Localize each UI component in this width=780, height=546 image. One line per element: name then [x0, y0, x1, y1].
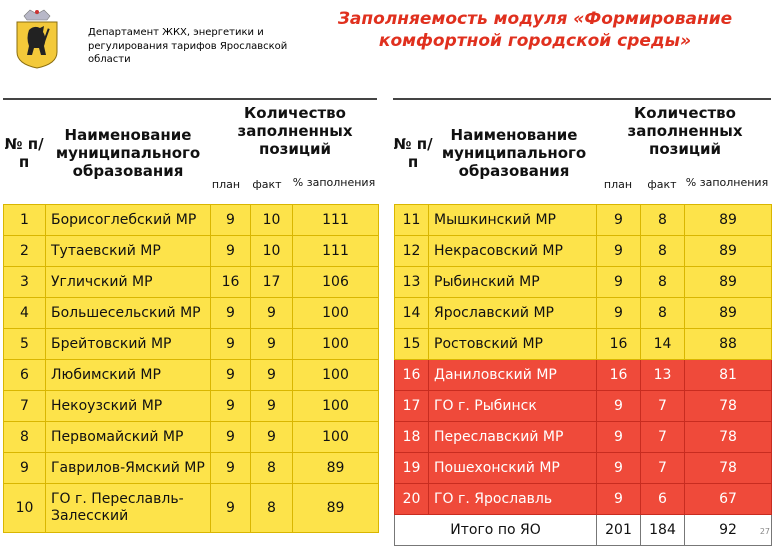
municipality-name: Некоузский МР	[46, 391, 211, 422]
row-number: 10	[4, 484, 46, 533]
table-row	[395, 453, 772, 484]
plan-value: 9	[211, 205, 251, 236]
row-number: 4	[4, 298, 46, 329]
percent-value: 78	[685, 453, 772, 484]
plan-value: 9	[597, 205, 641, 236]
municipality-name: ГО г. Рыбинск	[429, 391, 597, 422]
municipality-name: Борисоглебский МР	[46, 205, 211, 236]
municipality-name: Брейтовский МР	[46, 329, 211, 360]
municipality-name: Тутаевский МР	[46, 236, 211, 267]
municipality-name: Угличский МР	[46, 267, 211, 298]
municipality-name: Ростовский МР	[429, 329, 597, 360]
table-row	[4, 453, 379, 484]
plan-value: 9	[211, 360, 251, 391]
table-row	[4, 329, 379, 360]
percent-value: 67	[685, 484, 772, 515]
row-number: 18	[395, 422, 429, 453]
left-header-percent: % заполнения	[292, 175, 376, 189]
right-header-num: № п/п	[393, 135, 433, 171]
page-number: 27	[759, 527, 770, 536]
table-row	[4, 236, 379, 267]
right-table	[394, 204, 772, 546]
row-number: 20	[395, 484, 429, 515]
plan-value: 9	[211, 391, 251, 422]
row-number: 16	[395, 360, 429, 391]
plan-value: 9	[597, 422, 641, 453]
percent-value: 81	[685, 360, 772, 391]
percent-value: 89	[685, 267, 772, 298]
row-number: 15	[395, 329, 429, 360]
row-number: 2	[4, 236, 46, 267]
plan-value: 9	[597, 391, 641, 422]
fact-value: 6	[641, 484, 685, 515]
header-divider-right	[393, 98, 771, 100]
fact-value: 7	[641, 391, 685, 422]
municipality-name: Ярославский МР	[429, 298, 597, 329]
department-name: Департамент ЖКХ, энергетики и регулирования тарифов Ярославской области	[88, 27, 288, 65]
municipality-name: Мышкинский МР	[429, 205, 597, 236]
plan-value: 9	[211, 236, 251, 267]
plan-value: 9	[597, 298, 641, 329]
plan-value: 9	[597, 453, 641, 484]
percent-value: 89	[293, 484, 379, 533]
total-plan: 201	[597, 515, 641, 546]
table-row	[4, 267, 379, 298]
left-table	[3, 204, 379, 533]
right-header-count: Количество заполненных позиций	[627, 104, 743, 158]
total-percent: 92	[685, 515, 772, 546]
table-row	[395, 329, 772, 360]
total-label: Итого по ЯО	[395, 515, 597, 546]
total-fact: 184	[641, 515, 685, 546]
municipality-name: Рыбинский МР	[429, 267, 597, 298]
municipality-name: Переславский МР	[429, 422, 597, 453]
fact-value: 8	[641, 236, 685, 267]
table-row	[4, 391, 379, 422]
row-number: 9	[4, 453, 46, 484]
row-number: 1	[4, 205, 46, 236]
table-row	[4, 484, 379, 533]
percent-value: 100	[293, 298, 379, 329]
yaroslavl-emblem-icon	[14, 6, 60, 70]
percent-value: 100	[293, 329, 379, 360]
fact-value: 8	[251, 484, 293, 533]
percent-value: 88	[685, 329, 772, 360]
percent-value: 111	[293, 205, 379, 236]
row-number: 6	[4, 360, 46, 391]
percent-value: 106	[293, 267, 379, 298]
municipality-name: Даниловский МР	[429, 360, 597, 391]
right-header-name: Наименование муниципального образования	[441, 126, 587, 180]
left-header-count: Количество заполненных позиций	[237, 104, 353, 158]
left-header-plan: план	[211, 177, 241, 191]
table-row	[395, 360, 772, 391]
percent-value: 100	[293, 422, 379, 453]
row-number: 7	[4, 391, 46, 422]
table-row	[4, 422, 379, 453]
percent-value: 89	[685, 236, 772, 267]
fact-value: 17	[251, 267, 293, 298]
municipality-name: Гаврилов-Ямский МР	[46, 453, 211, 484]
plan-value: 9	[597, 484, 641, 515]
row-number: 12	[395, 236, 429, 267]
left-header-fact: факт	[252, 177, 282, 191]
fact-value: 10	[251, 205, 293, 236]
row-number: 11	[395, 205, 429, 236]
municipality-name: Любимский МР	[46, 360, 211, 391]
plan-value: 9	[597, 236, 641, 267]
table-row	[395, 422, 772, 453]
percent-value: 89	[685, 205, 772, 236]
plan-value: 9	[597, 267, 641, 298]
row-number: 14	[395, 298, 429, 329]
table-row	[395, 484, 772, 515]
fact-value: 9	[251, 298, 293, 329]
right-header-plan: план	[603, 177, 633, 191]
plan-value: 9	[211, 298, 251, 329]
table-row	[395, 298, 772, 329]
row-number: 17	[395, 391, 429, 422]
fact-value: 13	[641, 360, 685, 391]
municipality-name: Пошехонский МР	[429, 453, 597, 484]
row-number: 13	[395, 267, 429, 298]
fact-value: 9	[251, 329, 293, 360]
table-row	[395, 391, 772, 422]
fact-value: 9	[251, 360, 293, 391]
fact-value: 8	[641, 267, 685, 298]
table-row	[4, 360, 379, 391]
municipality-name: Первомайский МР	[46, 422, 211, 453]
plan-value: 16	[597, 360, 641, 391]
table-row	[395, 236, 772, 267]
fact-value: 9	[251, 422, 293, 453]
table-row	[4, 205, 379, 236]
left-header-name: Наименование муниципального образования	[55, 126, 201, 180]
fact-value: 9	[251, 391, 293, 422]
municipality-name: Большесельский МР	[46, 298, 211, 329]
plan-value: 9	[211, 453, 251, 484]
fact-value: 8	[251, 453, 293, 484]
percent-value: 100	[293, 391, 379, 422]
left-header-num: № п/п	[4, 135, 44, 171]
total-row	[395, 515, 772, 546]
row-number: 5	[4, 329, 46, 360]
row-number: 3	[4, 267, 46, 298]
percent-value: 111	[293, 236, 379, 267]
fact-value: 7	[641, 422, 685, 453]
plan-value: 9	[211, 329, 251, 360]
fact-value: 10	[251, 236, 293, 267]
percent-value: 89	[293, 453, 379, 484]
plan-value: 9	[211, 422, 251, 453]
right-header-fact: факт	[647, 177, 677, 191]
page-title: Заполняемость модуля «Формирование комфортной городской среды»	[337, 9, 733, 51]
plan-value: 16	[597, 329, 641, 360]
right-header-percent: % заполнения	[685, 175, 769, 189]
fact-value: 8	[641, 298, 685, 329]
fact-value: 8	[641, 205, 685, 236]
plan-value: 16	[211, 267, 251, 298]
fact-value: 14	[641, 329, 685, 360]
plan-value: 9	[211, 484, 251, 533]
municipality-name: ГО г. Ярославль	[429, 484, 597, 515]
row-number: 8	[4, 422, 46, 453]
percent-value: 78	[685, 422, 772, 453]
percent-value: 78	[685, 391, 772, 422]
table-row	[395, 205, 772, 236]
row-number: 19	[395, 453, 429, 484]
percent-value: 100	[293, 360, 379, 391]
fact-value: 7	[641, 453, 685, 484]
table-row	[395, 267, 772, 298]
percent-value: 89	[685, 298, 772, 329]
table-row	[4, 298, 379, 329]
municipality-name: ГО г. Переславль-Залесский	[46, 484, 211, 533]
municipality-name: Некрасовский МР	[429, 236, 597, 267]
header-divider-left	[3, 98, 377, 100]
